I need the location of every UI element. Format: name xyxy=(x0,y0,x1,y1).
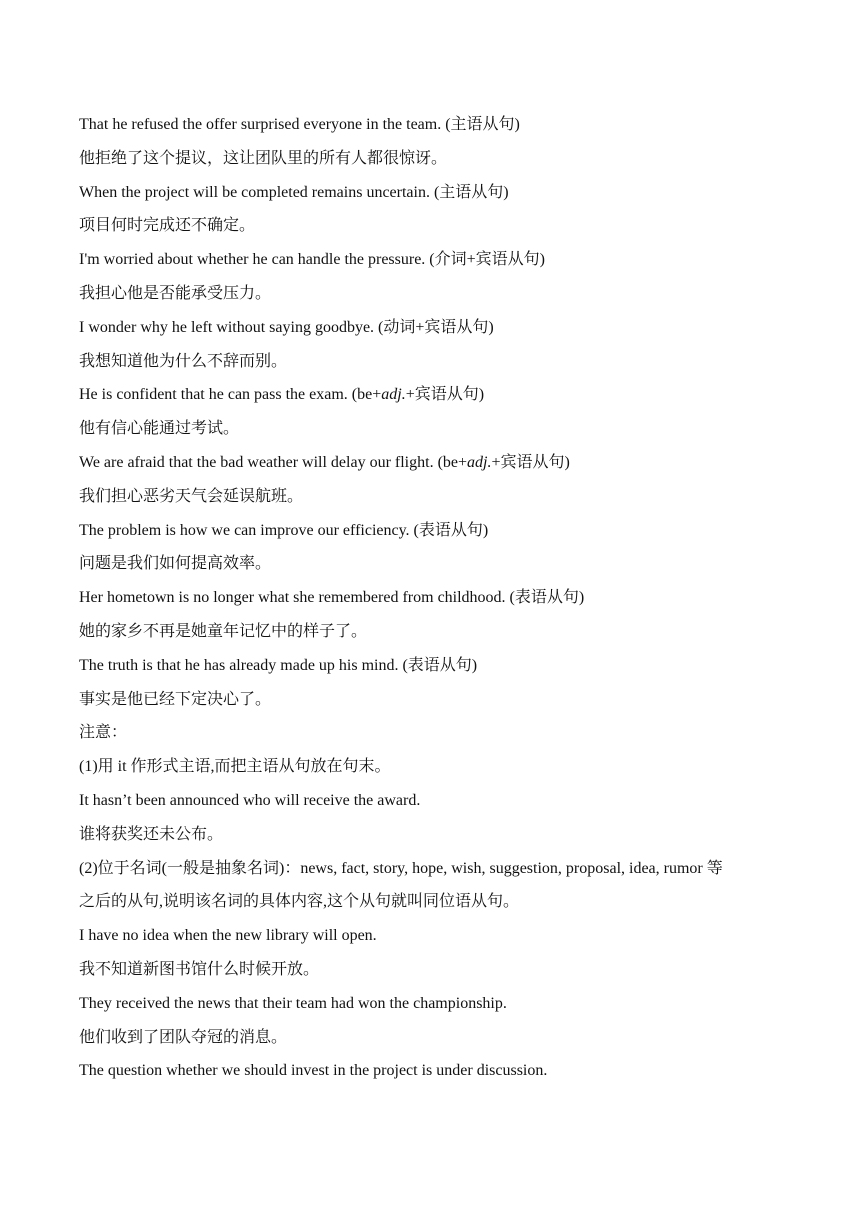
sentence-zh: 事实是他已经下定决心了。 xyxy=(79,690,272,708)
sentence-zh: 她的家乡不再是她童年记忆中的样子了。 xyxy=(79,622,368,640)
sentence-zh: 他拒绝了这个提议，这让团队里的所有人都很惊讶。 xyxy=(79,149,448,167)
sentence-en: When the project will be completed remains uncertain. (主语从句) xyxy=(79,183,509,201)
sentence-text: +宾语从句) xyxy=(491,453,570,471)
sentence-zh: 我不知道新图书馆什么时候开放。 xyxy=(79,960,320,978)
sentence-zh: 我们担心恶劣天气会延误航班。 xyxy=(79,487,304,505)
sentence-en: The truth is that he has already made up his mind. (表语从句) xyxy=(79,656,478,674)
sentence-text: He is confident that he can pass the exam. (be+ xyxy=(79,386,382,404)
sentence-zh: 他有信心能通过考试。 xyxy=(79,420,240,438)
sentence-zh: 项目何时完成还不确定。 xyxy=(79,217,256,235)
sentence-en xyxy=(79,378,799,412)
sentence-en: I have no idea when the new library will open. xyxy=(79,927,377,945)
note-point: (2)位于名词(一般是抽象名词)：news, fact, story, hope, wish, suggestion, proposal, idea, rumor 等 xyxy=(79,859,723,877)
note-point: (1)用 it 作形式主语,而把主语从句放在句末。 xyxy=(79,758,391,776)
adj-abbrev: adj. xyxy=(467,453,492,471)
sentence-zh: 我担心他是否能承受压力。 xyxy=(79,284,272,302)
sentence-en: Her hometown is no longer what she remembered from childhood. (表语从句) xyxy=(79,589,585,607)
sentence-en: I wonder why he left without saying goodbye. (动词+宾语从句) xyxy=(79,318,494,336)
sentence-text: We are afraid that the bad weather will delay our flight. (be+ xyxy=(79,453,468,471)
note-heading: 注意： xyxy=(79,724,128,742)
sentence-en: It hasn’t been announced who will receive the award. xyxy=(79,791,421,809)
sentence-zh: 我想知道他为什么不辞而别。 xyxy=(79,352,288,370)
sentence-en: They received the news that their team had won the championship. xyxy=(79,994,507,1012)
note-point-continued: 之后的从句,说明该名词的具体内容,这个从句就叫同位语从句。 xyxy=(79,893,520,911)
sentence-zh: 谁将获奖还未公布。 xyxy=(79,825,224,843)
adj-abbrev: adj. xyxy=(381,386,406,404)
sentence-en: The problem is how we can improve our efficiency. (表语从句) xyxy=(79,521,489,539)
sentence-en: I'm worried about whether he can handle the pressure. (介词+宾语从句) xyxy=(79,251,545,269)
sentence-en xyxy=(79,446,799,480)
sentence-text: +宾语从句) xyxy=(405,386,485,404)
sentence-en: The question whether we should invest in the project is under discussion. xyxy=(79,1062,548,1080)
sentence-en: That he refused the offer surprised everyone in the team. (主语从句) xyxy=(79,116,520,133)
document-body xyxy=(79,108,799,1088)
sentence-zh: 他们收到了团队夺冠的消息。 xyxy=(79,1028,288,1046)
sentence-zh: 问题是我们如何提高效率。 xyxy=(79,555,272,573)
